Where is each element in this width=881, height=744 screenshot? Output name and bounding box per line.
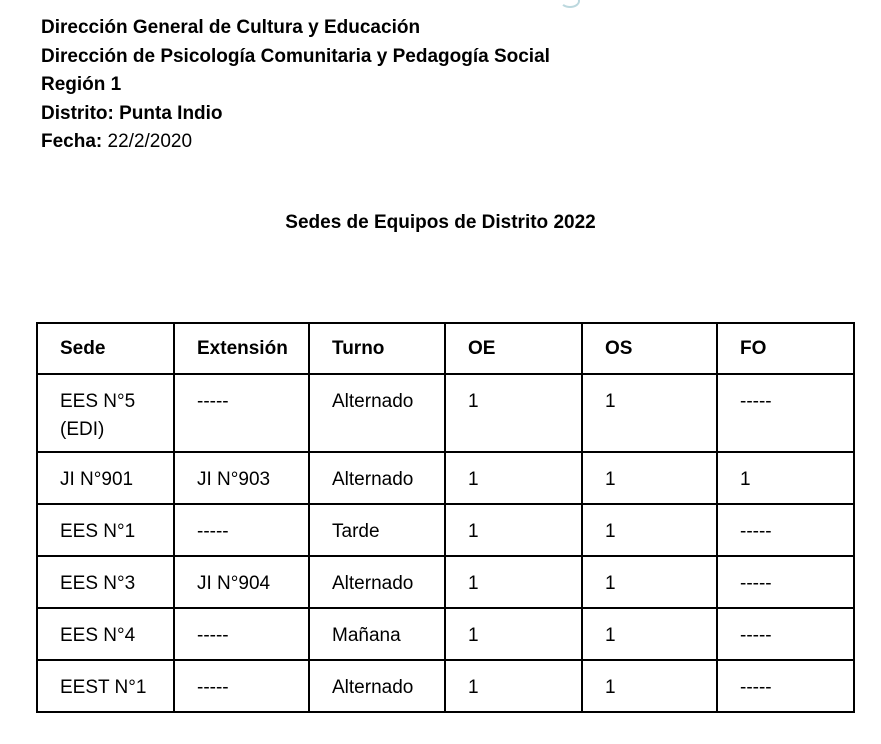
cell-fo: ----- [717, 608, 854, 660]
header-line-fecha [41, 128, 550, 157]
sedes-table [36, 322, 855, 713]
table-header-row [37, 323, 854, 374]
fecha-label: Fecha: [41, 131, 103, 152]
cell-sede: EES N°5 (EDI) [37, 374, 174, 452]
column-header-turno: Turno [309, 323, 445, 374]
table-row [37, 556, 854, 608]
cell-turno: Tarde [309, 504, 445, 556]
table-row [37, 660, 854, 712]
column-header-sede: Sede [37, 323, 174, 374]
column-header-os: OS [582, 323, 717, 374]
cell-fo: ----- [717, 504, 854, 556]
cell-turno: Alternado [309, 374, 445, 452]
header-line-distrito: Distrito: Punta Indio [41, 102, 223, 124]
cell-fo: ----- [717, 660, 854, 712]
cell-extension: JI N°904 [174, 556, 309, 608]
column-header-extension: Extensión [174, 323, 309, 374]
fecha-value: 22/2/2020 [102, 131, 193, 152]
cell-oe: 1 [445, 556, 582, 608]
cell-fo: 1 [717, 452, 854, 504]
cell-oe: 1 [445, 374, 582, 452]
cell-os: 1 [582, 660, 717, 712]
column-header-fo: FO [717, 323, 854, 374]
cell-sede: EES N°3 [37, 556, 174, 608]
page-title: Sedes de Equipos de Distrito 2022 [285, 212, 596, 233]
column-header-oe: OE [445, 323, 582, 374]
cell-extension: JI N°903 [174, 452, 309, 504]
cell-extension: ----- [174, 660, 309, 712]
cell-oe: 1 [445, 452, 582, 504]
header-line-direccion-psicologia: Dirección de Psicología Comunitaria y Pedagogía Social [41, 45, 550, 67]
table-row [37, 608, 854, 660]
document-header [41, 14, 550, 157]
cell-os: 1 [582, 452, 717, 504]
table-row [37, 374, 854, 452]
cell-extension: ----- [174, 504, 309, 556]
cell-extension: ----- [174, 374, 309, 452]
cell-sede: EES N°4 [37, 608, 174, 660]
cell-fo: ----- [717, 374, 854, 452]
cell-turno: Alternado [309, 452, 445, 504]
table-row [37, 452, 854, 504]
header-line-region: Región 1 [41, 74, 122, 95]
cell-os: 1 [582, 504, 717, 556]
cell-sede: EES N°1 [37, 504, 174, 556]
cell-os: 1 [582, 556, 717, 608]
cell-oe: 1 [445, 504, 582, 556]
cell-os: 1 [582, 608, 717, 660]
cell-turno: Mañana [309, 608, 445, 660]
cell-sede: EEST N°1 [37, 660, 174, 712]
cell-turno: Alternado [309, 660, 445, 712]
cell-sede: JI N°901 [37, 452, 174, 504]
logo-fragment-icon [560, 0, 580, 8]
header-line-direccion-general: Dirección General de Cultura y Educación [41, 17, 421, 38]
cell-oe: 1 [445, 608, 582, 660]
table-row [37, 504, 854, 556]
cell-oe: 1 [445, 660, 582, 712]
cell-turno: Alternado [309, 556, 445, 608]
cell-fo: ----- [717, 556, 854, 608]
cell-os: 1 [582, 374, 717, 452]
cell-extension: ----- [174, 608, 309, 660]
